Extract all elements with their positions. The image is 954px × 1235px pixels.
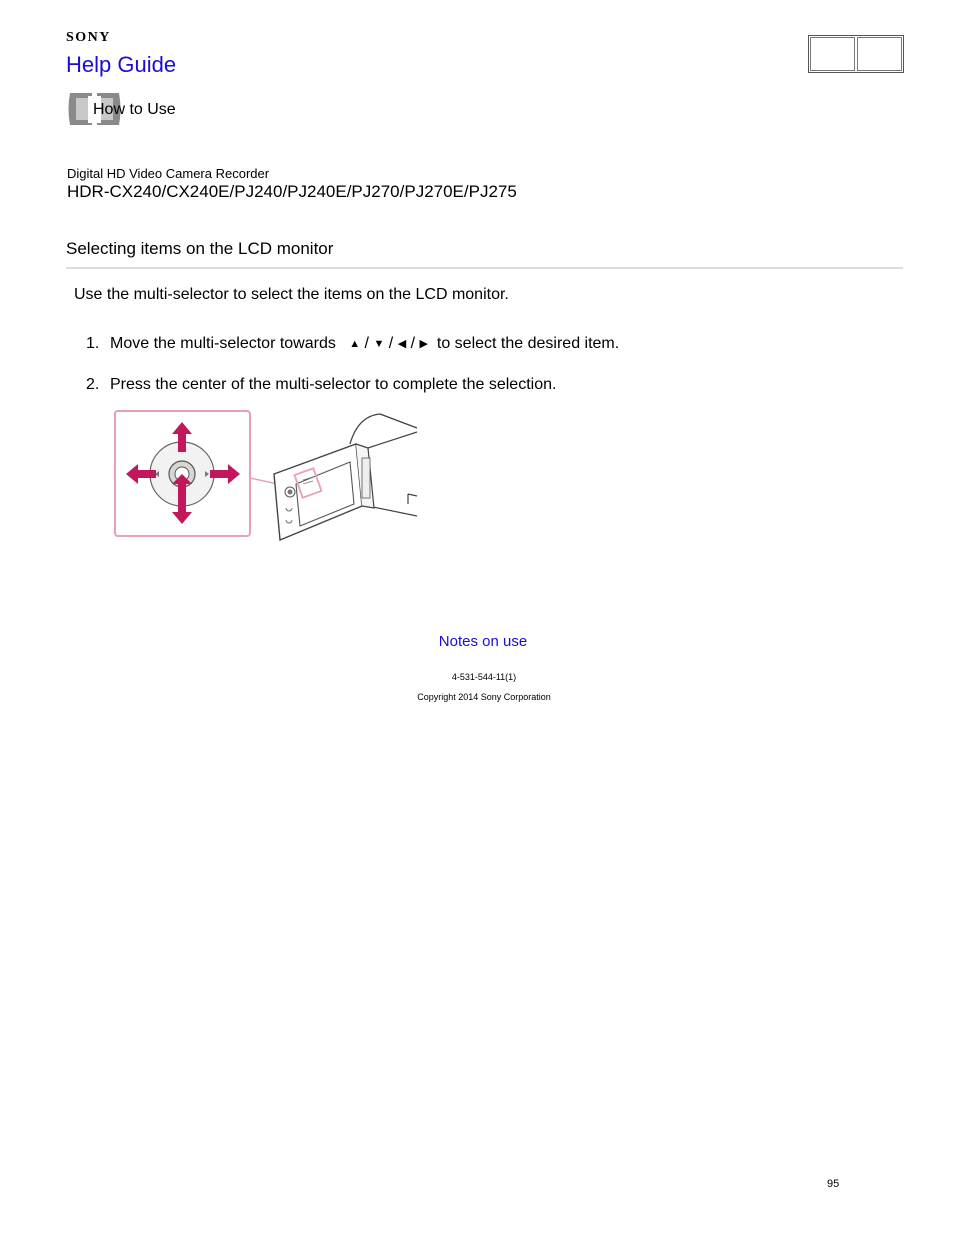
step-text: Press the center of the multi-selector to complete the selection. xyxy=(110,376,557,393)
previous-page-button[interactable] xyxy=(810,37,855,71)
left-arrow-icon: ◀ xyxy=(397,338,407,350)
multi-selector-illustration xyxy=(110,408,420,544)
next-page-button[interactable] xyxy=(857,37,902,71)
step-2 xyxy=(86,376,556,394)
step-text-before: Move the multi-selector towards xyxy=(110,335,336,352)
page-number: 95 xyxy=(827,1178,840,1190)
copyright: Copyright 2014 Sony Corporation xyxy=(417,692,551,702)
step-1 xyxy=(86,335,619,353)
intro-text: Use the multi-selector to select the items on the LCD monitor. xyxy=(74,286,509,303)
page-title: Selecting items on the LCD monitor xyxy=(66,239,334,258)
separator: / xyxy=(388,335,394,352)
doc-number: 4-531-544-11(1) xyxy=(451,672,517,682)
right-arrow-icon: ▶ xyxy=(419,338,428,350)
step-number: 1. xyxy=(86,335,100,352)
down-arrow-icon: ▼ xyxy=(373,338,385,350)
page-nav-buttons xyxy=(808,35,904,73)
separator: / xyxy=(364,335,369,352)
step-number: 2. xyxy=(86,376,100,393)
up-arrow-icon: ▲ xyxy=(349,338,361,350)
separator: / xyxy=(410,335,416,352)
title-divider xyxy=(66,267,903,269)
related-topic xyxy=(0,633,954,650)
sony-logo: SONY xyxy=(66,30,111,45)
product-type: Digital HD Video Camera Recorder xyxy=(67,166,270,181)
help-guide-link[interactable]: Help Guide xyxy=(66,52,177,77)
model-names: HDR-CX240/CX240E/PJ240/PJ240E/PJ270/PJ270E/PJ275 xyxy=(67,182,517,201)
notes-on-use-link[interactable]: Notes on use xyxy=(438,633,528,650)
section-label: How to Use xyxy=(93,101,176,118)
step-text-after: to select the desired item. xyxy=(436,335,620,352)
